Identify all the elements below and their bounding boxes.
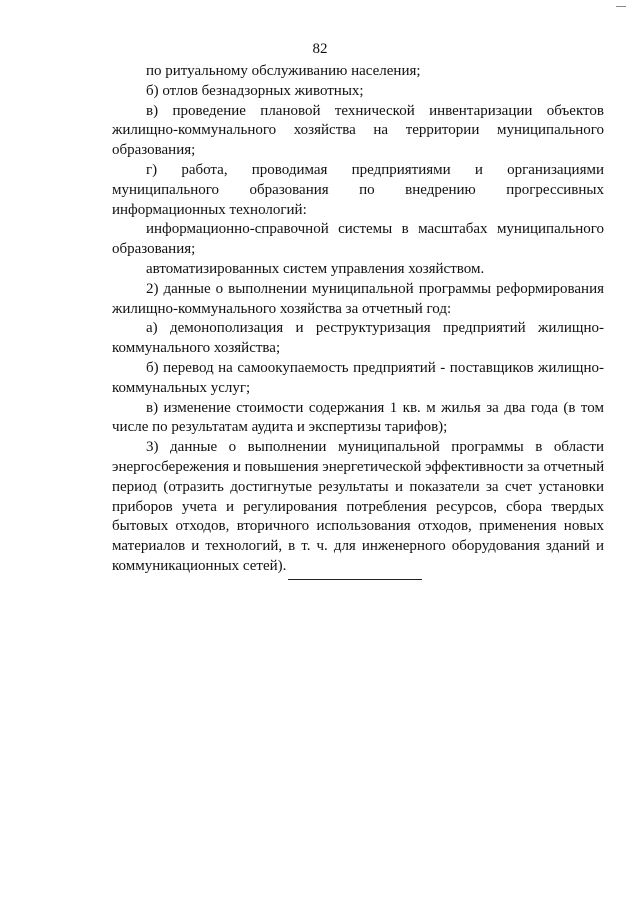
text-line: муниципального образования по внедрению прогрессивных (112, 181, 604, 198)
text-line: 3) данные о выполнении муниципальной программы в области (146, 439, 604, 456)
text-line: числе по результатам аудита и экспертизы тарифов); (112, 419, 448, 436)
corner-mark (616, 0, 626, 7)
document-body (112, 62, 604, 577)
text-line: автоматизированных систем управления хозяйством. (146, 260, 485, 277)
text-line: коммунальных услуг; (112, 379, 251, 396)
text-line: образования; (112, 241, 196, 258)
text-line: жилищно-коммунального хозяйства за отчетный год: (112, 300, 452, 317)
text-line: коммуникационных сетей). (112, 557, 287, 574)
text-line: жилищно-коммунального хозяйства на территории муниципального (112, 122, 604, 139)
text-line: в) проведение плановой технической инвентаризации объектов (146, 102, 604, 119)
text-line: по ритуальному обслуживанию населения; (146, 63, 421, 79)
page-number: 82 (312, 41, 328, 57)
text-line: энергосбережения и повышения энергетической эффективности за отчетный (112, 458, 605, 475)
end-rule (288, 579, 422, 580)
text-line: б) отлов безнадзорных животных; (146, 82, 364, 99)
text-line: период (отразить достигнутые результаты и показатели за счет установки (112, 478, 604, 495)
text-line: приборов учета и регулирования потребления ресурсов, сбора твердых (112, 498, 604, 515)
text-line: материалов и технологий, в т. ч. для инженерного оборудования зданий и (112, 538, 604, 555)
text-line: г) работа, проводимая предприятиями и организациями (146, 161, 604, 178)
text-line: 2) данные о выполнении муниципальной программы реформирования (146, 280, 604, 297)
text-line: коммунального хозяйства; (112, 340, 281, 357)
text-line: а) демонополизация и реструктуризация предприятий жилищно- (146, 320, 604, 337)
text-line: образования; (112, 142, 196, 159)
text-line: информационных технологий: (112, 201, 307, 218)
text-line: бытовых отходов, вторичного использования отходов, применения новых (112, 518, 604, 535)
text-line: информационно-справочной системы в масштабах муниципального (146, 221, 604, 238)
text-line: в) изменение стоимости содержания 1 кв. м жилья за два года (в том (146, 399, 604, 416)
text-line: б) перевод на самоокупаемость предприятий - поставщиков жилищно- (146, 359, 604, 376)
